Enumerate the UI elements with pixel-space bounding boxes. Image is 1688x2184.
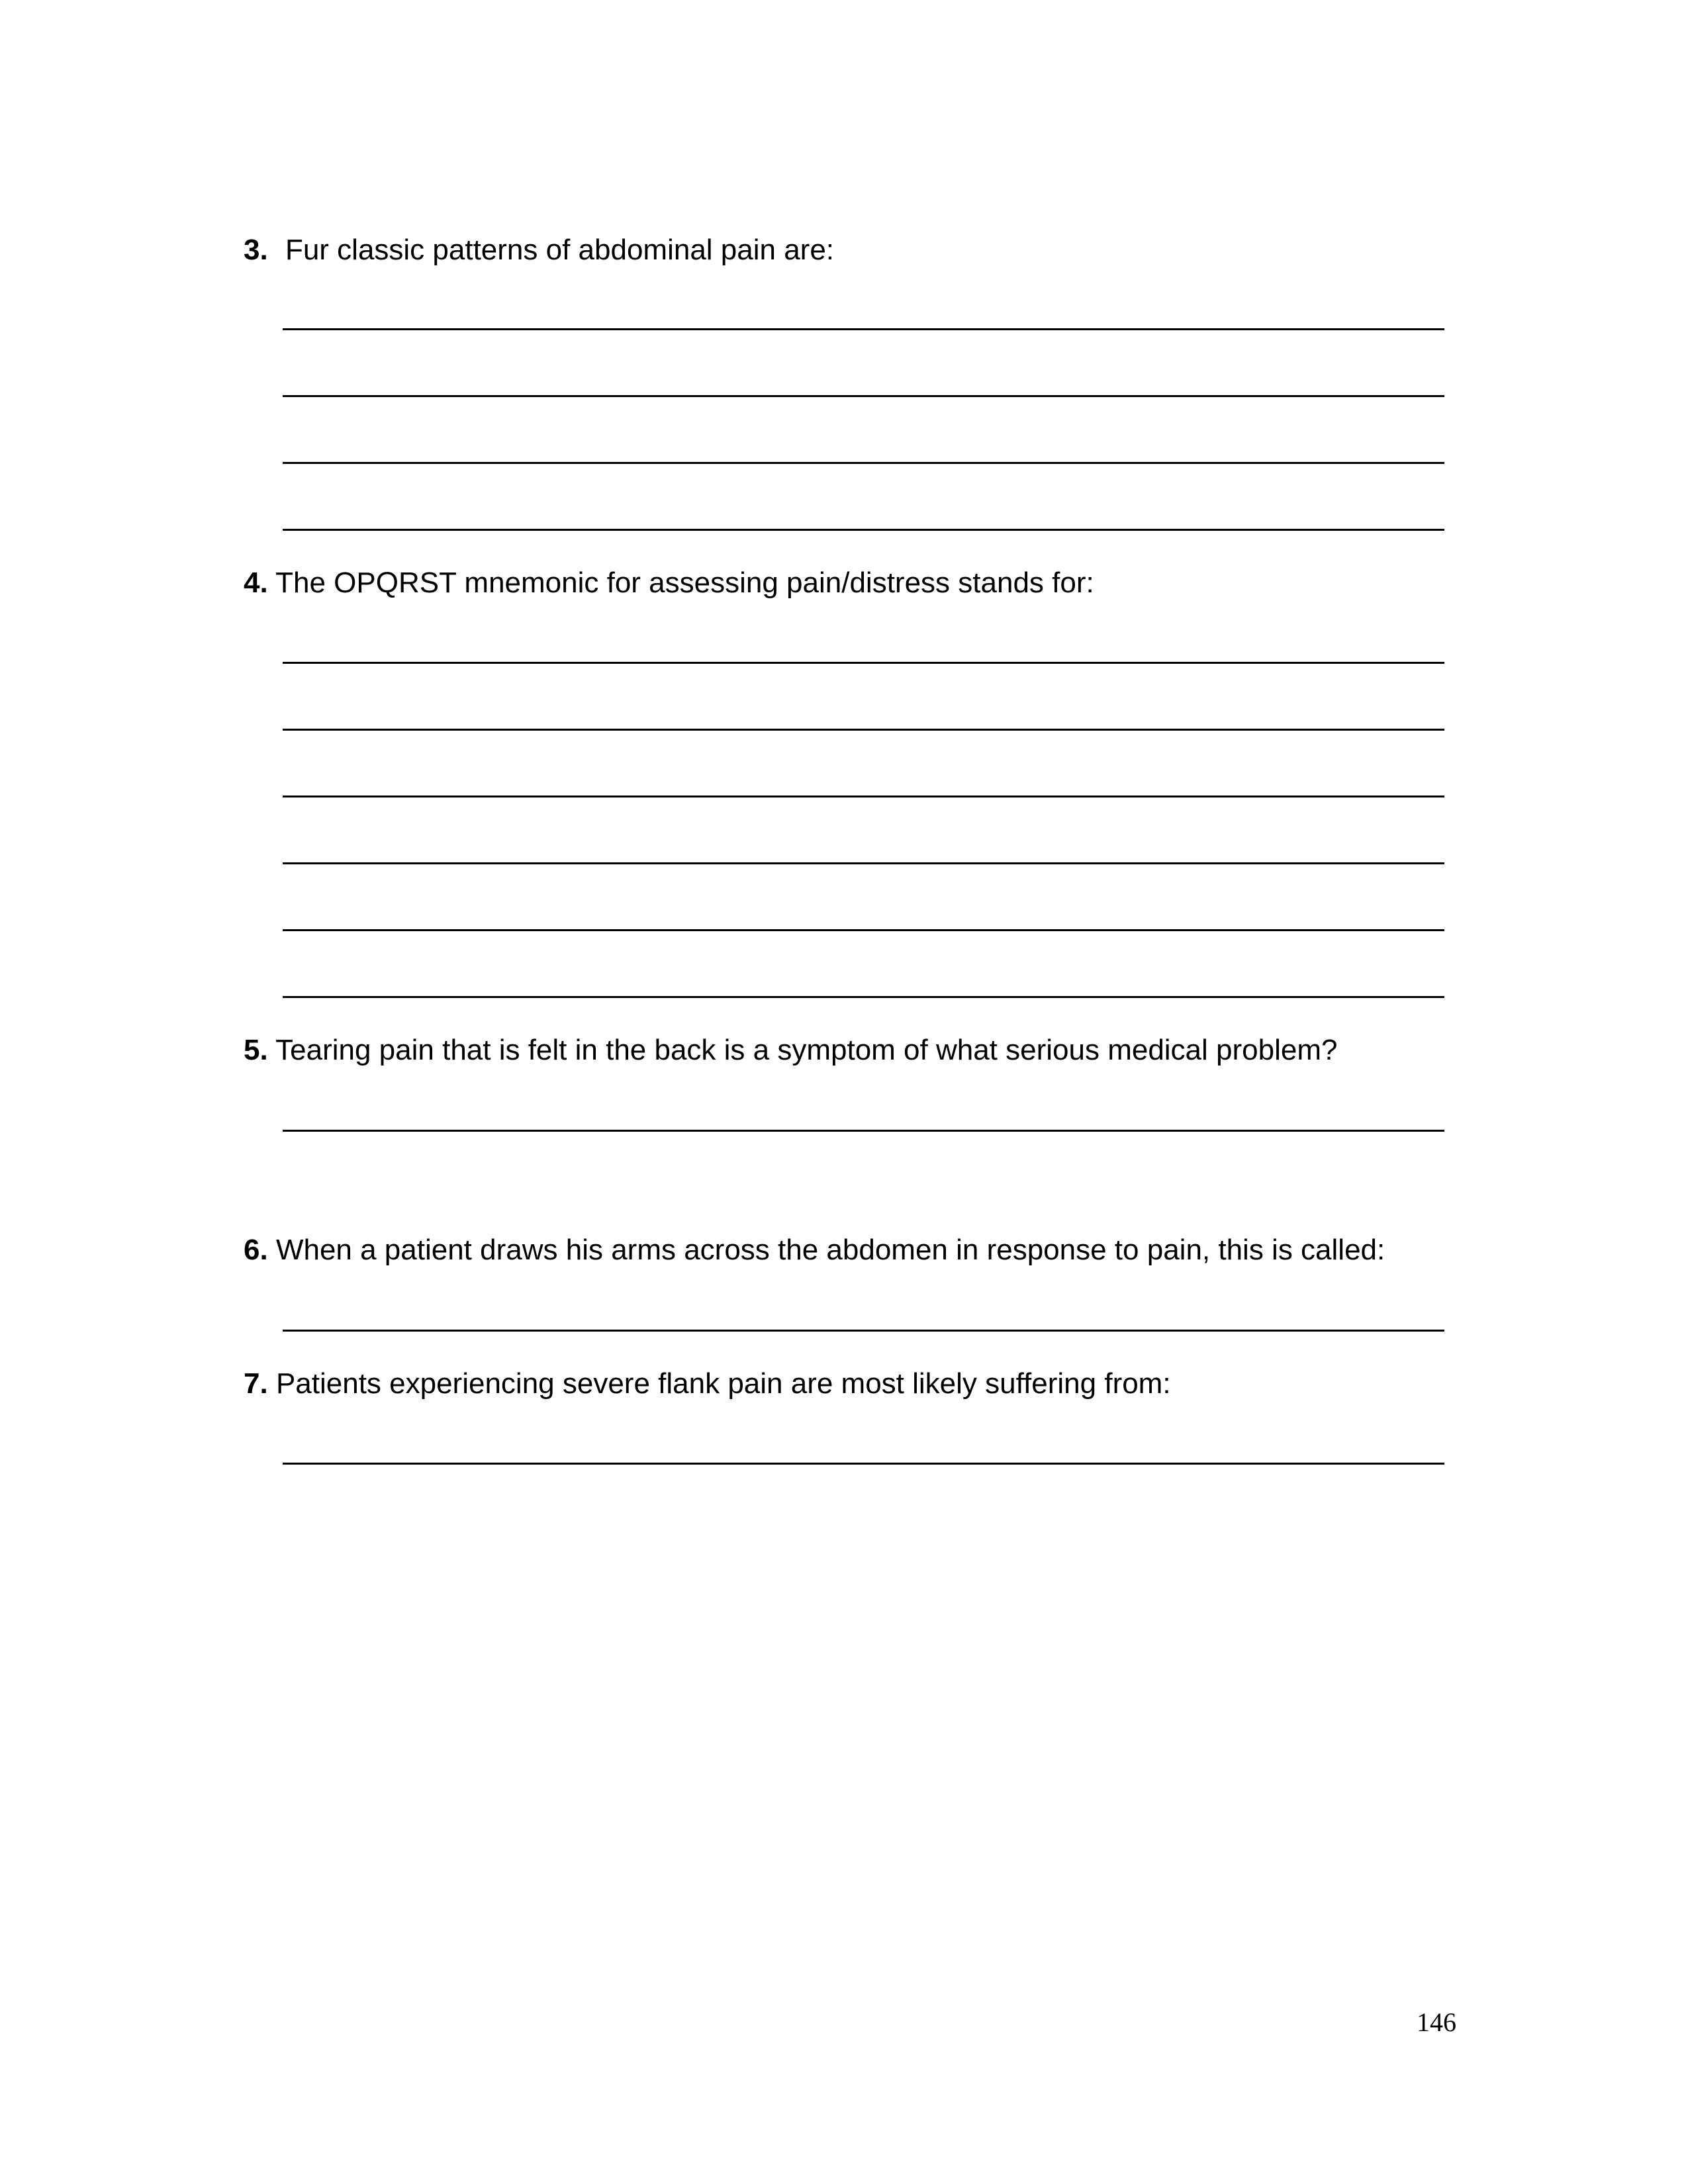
page-number: 146	[1417, 2007, 1456, 2037]
question-3	[244, 233, 834, 267]
answer-line[interactable]	[283, 328, 1444, 330]
question-text: The OPQRST mnemonic for assessing pain/distress stands for:	[275, 567, 1094, 599]
question-number: 6.	[244, 1234, 268, 1266]
question-5	[244, 1033, 1337, 1068]
answer-line[interactable]	[283, 996, 1444, 998]
question-text: Patients experiencing severe flank pain are most likely suffering from:	[275, 1367, 1171, 1400]
question-7	[244, 1367, 1171, 1401]
question-number: 5.	[244, 1034, 268, 1066]
question-text: Fur classic patterns of abdominal pain are:	[285, 234, 835, 266]
question-number: 7.	[244, 1367, 268, 1400]
question-text: When a patient draws his arms across the abdomen in response to pain, this is called:	[275, 1234, 1385, 1266]
answer-line[interactable]	[283, 1463, 1444, 1465]
question-number: 4.	[244, 567, 268, 599]
question-number: 3.	[244, 234, 268, 266]
answer-line[interactable]	[283, 1130, 1444, 1132]
answer-line[interactable]	[283, 929, 1444, 931]
answer-line[interactable]	[283, 662, 1444, 664]
question-4	[244, 566, 1094, 600]
question-6	[244, 1233, 1385, 1267]
answer-line[interactable]	[283, 395, 1444, 397]
question-text: Tearing pain that is felt in the back is a symptom of what serious medical problem?	[275, 1034, 1338, 1066]
answer-line[interactable]	[283, 1330, 1444, 1332]
answer-line[interactable]	[283, 729, 1444, 731]
answer-line[interactable]	[283, 529, 1444, 531]
answer-line[interactable]	[283, 796, 1444, 797]
answer-line[interactable]	[283, 862, 1444, 864]
answer-line[interactable]	[283, 462, 1444, 464]
